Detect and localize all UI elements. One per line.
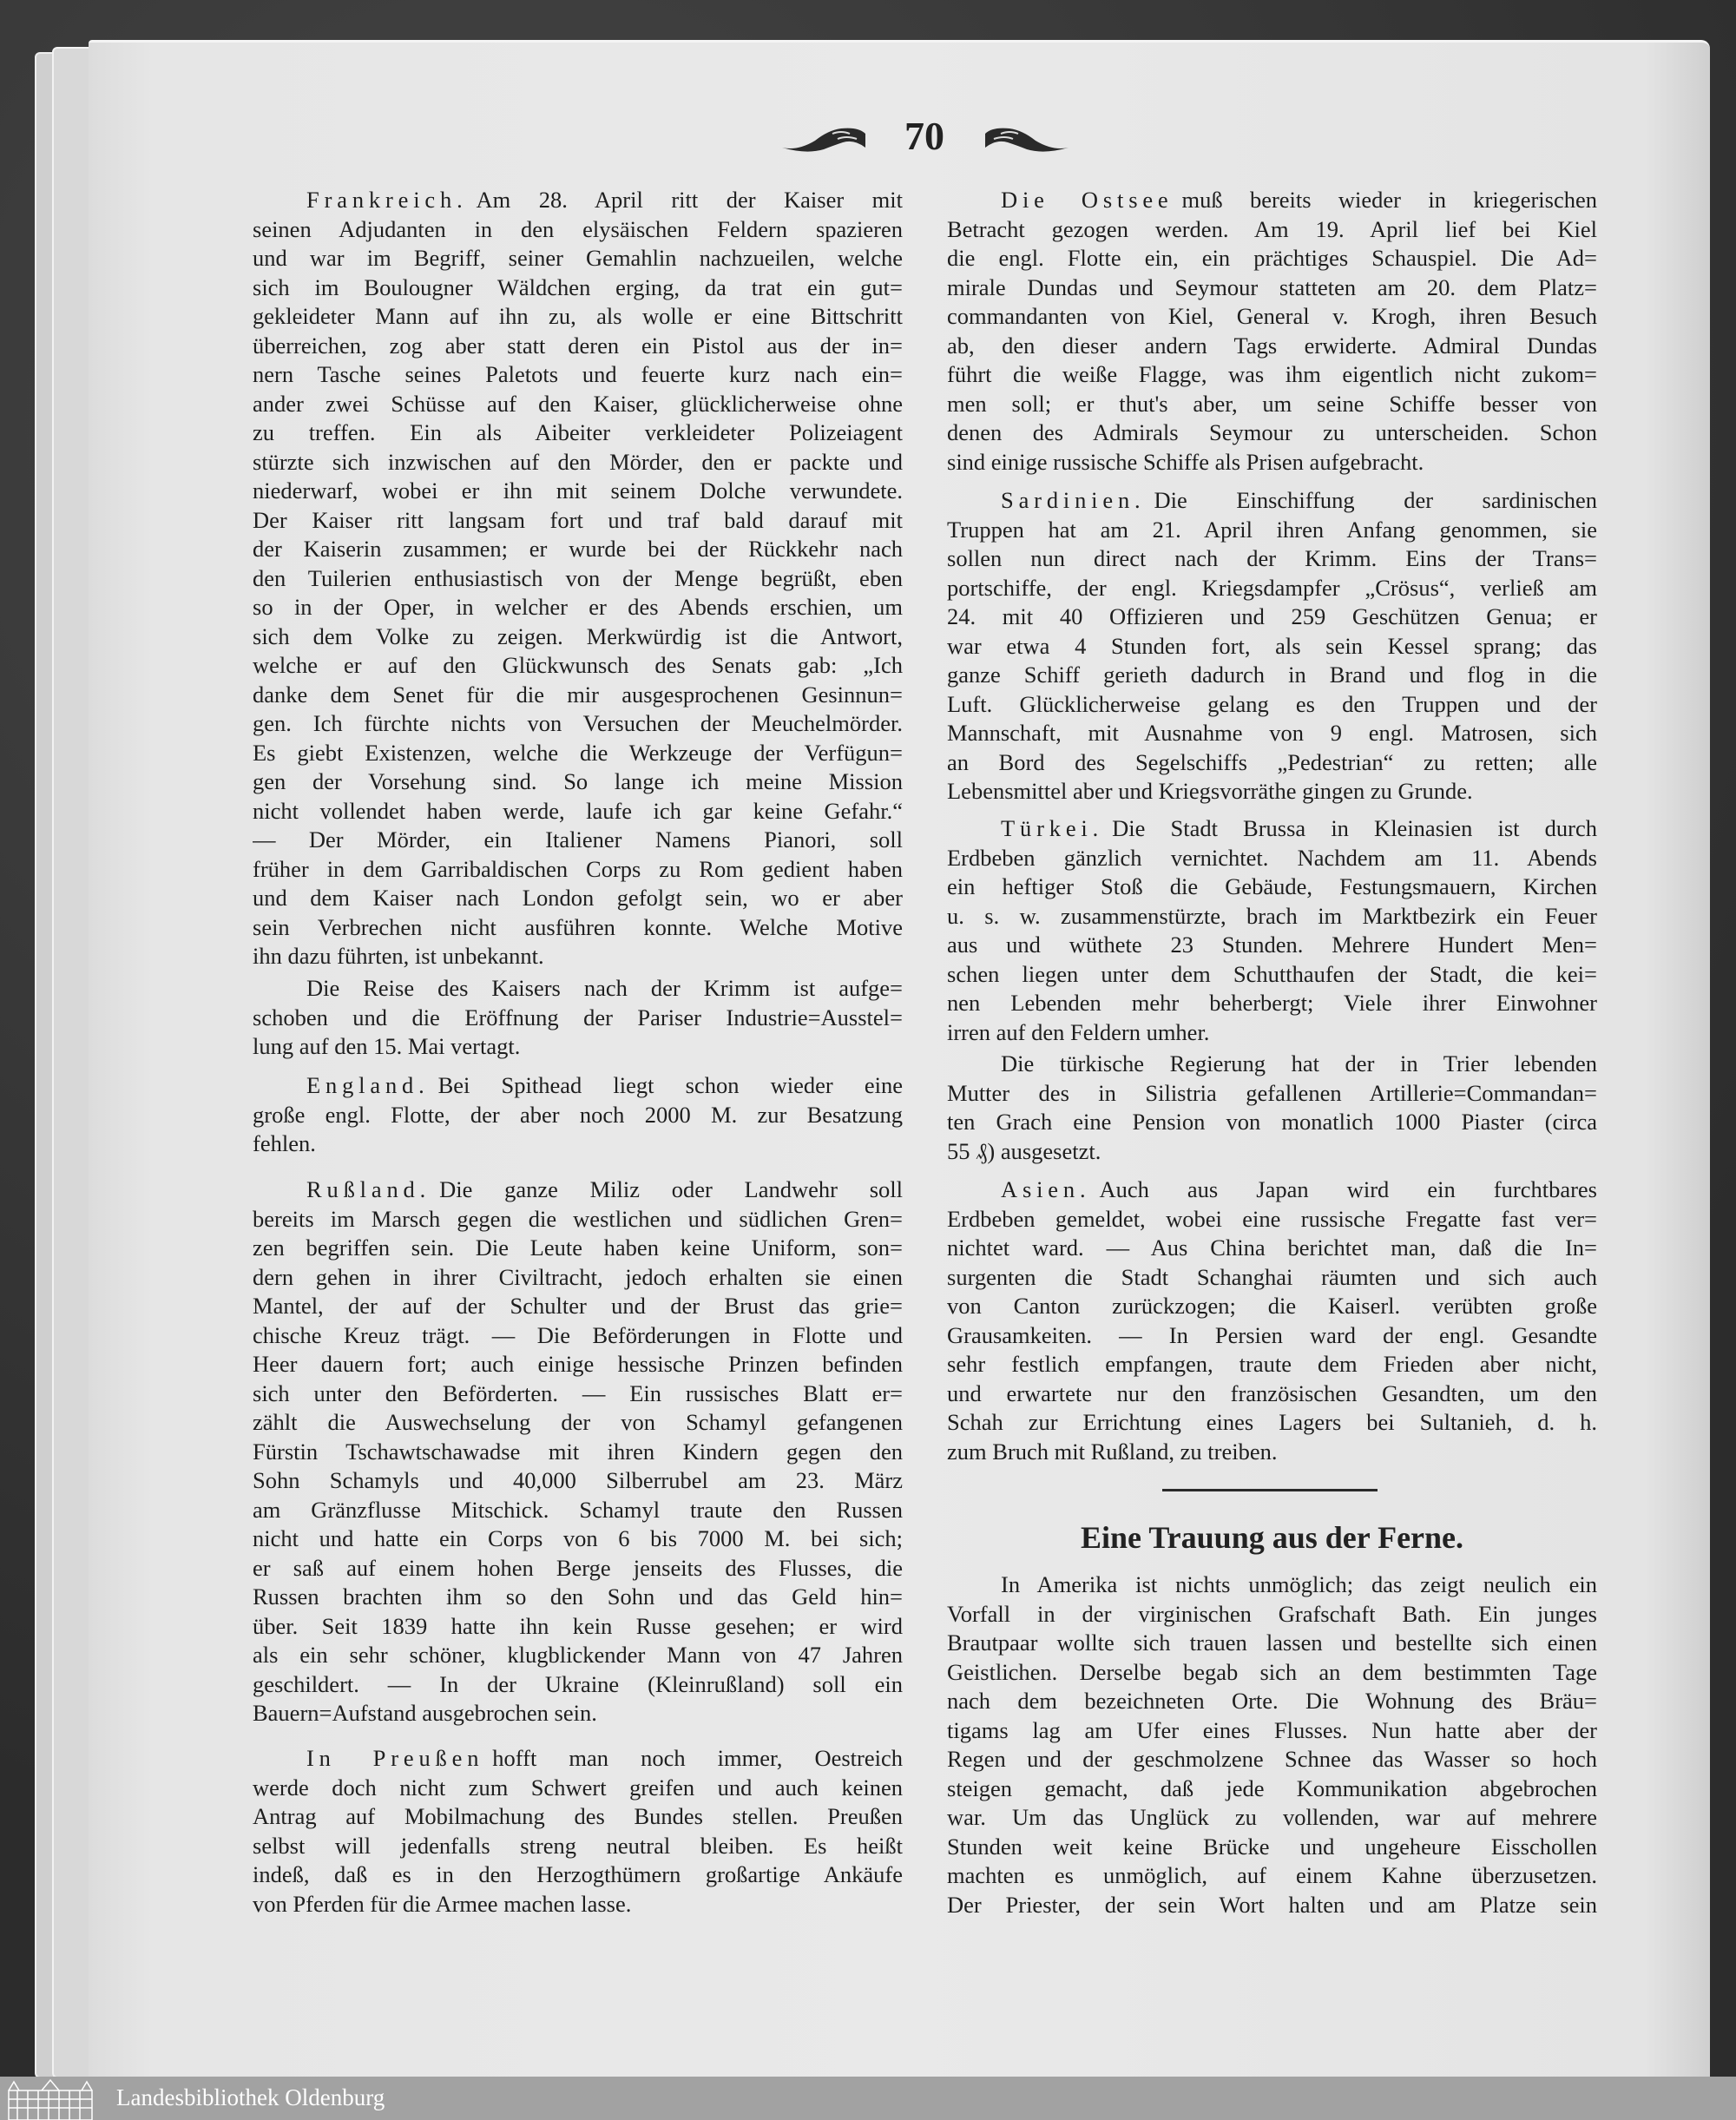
line-text: sind einige russische Schiffe als Prisen aufgebracht. xyxy=(947,448,1424,475)
text-line xyxy=(947,1108,1597,1137)
text-line xyxy=(253,1032,903,1062)
line-text: führt die weiße Flagge, was ihm eigentlich nicht zukom= xyxy=(947,361,1597,388)
line-text: selbst will jedenfalls streng neutral bleiben. Es heißt xyxy=(253,1832,903,1859)
text-line xyxy=(253,651,903,681)
text-line xyxy=(253,797,903,826)
line-text: Die ganze Miliz oder Landwehr soll xyxy=(439,1176,903,1203)
text-line xyxy=(947,1891,1597,1920)
line-text: ander zwei Schüsse auf den Kaiser, glücklicherweise ohne xyxy=(253,390,903,417)
text-line xyxy=(253,302,903,332)
line-text: Truppen hat am 21. April ihren Anfang genommen, sie xyxy=(947,516,1597,543)
line-text: nichtet ward. — Aus China berichtet man, daß die In= xyxy=(947,1234,1597,1261)
article-title: Eine Trauung aus der Ferne. xyxy=(1080,1520,1464,1555)
text-line xyxy=(253,739,903,768)
text-line xyxy=(253,1438,903,1467)
line-text: Betracht gezogen werden. Am 19. April lief bei Kiel xyxy=(947,215,1597,242)
text-line xyxy=(947,748,1597,778)
section-lead-word: Asien. xyxy=(1001,1176,1091,1203)
line-text: chische Kreuz trägt. — Die Beförderungen in Flotte und xyxy=(253,1321,903,1348)
line-text: sehr festlich empfangen, traute dem Frieden aber nicht, xyxy=(947,1351,1597,1378)
ornament-left-icon xyxy=(780,122,867,153)
text-line xyxy=(253,1205,903,1234)
text-line xyxy=(947,1321,1597,1351)
text-line xyxy=(947,332,1597,361)
text-line xyxy=(947,602,1597,632)
line-text: Die türkische Regierung hat der in Trier lebenden xyxy=(1001,1050,1597,1077)
text-line xyxy=(253,1496,903,1525)
text-line xyxy=(947,544,1597,574)
line-text: Heer dauern fort; auch einige hessische Prinzen befinden xyxy=(253,1351,903,1378)
line-text: Es giebt Existenzen, welche die Werkzeuge der Verfügun= xyxy=(253,739,903,766)
line-text: u. s. w. zusammenstürzte, brach im Marktbezirk ein Feuer xyxy=(947,902,1597,929)
section-lead-word: Rußland. xyxy=(306,1176,431,1203)
text-line xyxy=(253,535,903,564)
text-line xyxy=(253,1350,903,1379)
line-text: indeß, daß es in den Herzogthümern großartige Ankäufe xyxy=(253,1861,903,1888)
line-text: Erdbeben gänzlich vernichtet. Nachdem am 11. Abends xyxy=(947,844,1597,871)
text-line xyxy=(947,1861,1597,1891)
text-line xyxy=(253,855,903,885)
text-line xyxy=(947,1379,1597,1409)
line-text: mirale Dundas und Seymour statteten am 20. dem Platz= xyxy=(947,273,1597,300)
line-text: steigen gemacht, daß jede Kommunikation abgebrochen xyxy=(947,1774,1597,1801)
text-line xyxy=(253,1101,903,1130)
text-line xyxy=(253,418,903,448)
line-text: zen begriffen sein. Die Leute haben keine Uniform, son= xyxy=(253,1234,903,1261)
line-text: irren auf den Feldern umher. xyxy=(947,1018,1210,1045)
line-text: gen der Vorsehung sind. So lange ich meine Mission xyxy=(253,768,903,795)
text-line xyxy=(253,1612,903,1642)
text-line xyxy=(253,1641,903,1670)
text-line xyxy=(947,902,1597,932)
section-lead-word: Sardinien. xyxy=(1001,487,1146,514)
text-line xyxy=(253,826,903,855)
line-text: nach dem bezeichneten Orte. Die Wohnung des Bräu= xyxy=(947,1688,1597,1715)
paragraph xyxy=(253,1071,903,1159)
text-line xyxy=(253,709,903,739)
text-line xyxy=(947,989,1597,1018)
line-text: Regen und der geschmolzene Schnee das Wasser so hoch xyxy=(947,1746,1597,1773)
paragraph xyxy=(253,1744,903,1919)
line-text: Auch aus Japan wird ein furchtbares xyxy=(1099,1176,1597,1203)
line-text: überreichen, zog aber statt deren ein Pistol aus der in= xyxy=(253,332,903,359)
text-line xyxy=(947,1745,1597,1774)
line-text: men soll; er thut's aber, um seine Schiffe besser von xyxy=(947,390,1597,417)
text-line xyxy=(947,1438,1597,1467)
text-line xyxy=(253,767,903,797)
line-text: Fürstin Tschawtschawadse mit ihren Kindern gegen den xyxy=(253,1438,903,1465)
line-text: machten es unmöglich, auf einem Kahne überzusetzen. xyxy=(947,1862,1597,1889)
text-line xyxy=(253,1234,903,1263)
line-text: Sohn Schamyls und 40,000 Silberrubel am 23. März xyxy=(253,1467,903,1494)
line-text: so in der Oper, in welcher er des Abends erschien, um xyxy=(253,594,903,621)
library-name: Landesbibliothek Oldenburg xyxy=(116,2084,385,2110)
line-text: Mantel, der auf der Schulter und der Brust das grie= xyxy=(253,1293,903,1320)
text-line xyxy=(253,1321,903,1351)
line-text: gen. Ich fürchte nichts von Versuchen der Meuchelmörder. xyxy=(253,710,903,737)
paragraph xyxy=(947,1050,1597,1166)
text-line xyxy=(947,1716,1597,1746)
line-text: Russen brachten ihm so den Sohn und das Geld hin= xyxy=(253,1583,903,1610)
text-line xyxy=(947,448,1597,477)
line-text: 55 ₰) ausgesetzt. xyxy=(947,1137,1101,1164)
line-text: Schah zur Errichtung eines Lagers bei Sultanieh, d. h. xyxy=(947,1409,1597,1436)
ornament-right-icon xyxy=(983,122,1070,153)
text-line xyxy=(947,186,1597,215)
text-line xyxy=(947,1350,1597,1379)
line-text: Geistlichen. Derselbe begab sich an dem bestimmten Tage xyxy=(947,1658,1597,1685)
line-text: Vorfall in der virginischen Grafschaft Bath. Ein junges xyxy=(947,1600,1597,1627)
line-text: und erwartete nur den französischen Gesandten, um den xyxy=(947,1379,1597,1406)
text-line xyxy=(947,1658,1597,1688)
line-text: Erdbeben gemeldet, wobei eine russische Fregatte fast ver= xyxy=(947,1205,1597,1232)
text-line xyxy=(253,593,903,622)
line-text: Die Reise des Kaisers nach der Krimm ist aufge= xyxy=(306,975,903,1002)
text-line xyxy=(947,486,1597,516)
line-text: Am 28. April ritt der Kaiser mit xyxy=(476,187,903,214)
line-text: Der Kaiser ritt langsam fort und traf bald darauf mit xyxy=(253,506,903,533)
text-line xyxy=(253,681,903,710)
text-line xyxy=(947,1570,1597,1600)
line-text: schoben und die Eröffnung der Pariser Industrie=Ausstel= xyxy=(253,1004,903,1030)
text-line xyxy=(253,332,903,361)
line-text: geschildert. — In der Ukraine (Kleinrußland) soll ein xyxy=(253,1670,903,1697)
library-building-logo-icon xyxy=(7,2078,94,2120)
text-line xyxy=(253,1890,903,1919)
line-text: surgenten die Stadt Schanghai räumten und sich auch xyxy=(947,1263,1597,1290)
footer-bar xyxy=(0,2077,1736,2120)
line-text: und war im Begriff, seiner Gemahlin nachzueilen, welche xyxy=(253,245,903,272)
line-text: von Canton zurückzogen; die Kaiserl. verübten große xyxy=(947,1293,1597,1320)
text-line xyxy=(253,1175,903,1205)
line-text: ganze Schiff gerieth dadurch in Brand und flog in die xyxy=(947,662,1597,688)
paragraph xyxy=(947,186,1597,477)
text-line xyxy=(253,1292,903,1321)
line-text: ab, den dieser andern Tags erwiderte. Admiral Dundas xyxy=(947,332,1597,359)
text-line xyxy=(253,622,903,652)
text-line xyxy=(947,360,1597,390)
line-text: bereits im Marsch gegen die westlichen und südlichen Gren= xyxy=(253,1205,903,1232)
text-line xyxy=(947,418,1597,448)
text-line xyxy=(253,448,903,477)
text-line xyxy=(947,1263,1597,1293)
line-text: die engl. Flotte ein, ein prächtiges Schauspiel. Die Ad= xyxy=(947,245,1597,272)
line-text: sein Verbrechen nicht ausführen konnte. Welche Motive xyxy=(253,913,903,940)
text-line xyxy=(947,1774,1597,1804)
text-line xyxy=(253,913,903,943)
text-line xyxy=(947,1687,1597,1716)
line-text: In Amerika ist nichts unmöglich; das zeigt neulich ein xyxy=(1001,1571,1597,1598)
text-line xyxy=(947,244,1597,273)
line-text: früher in dem Garribaldischen Corps zu Rom gedient haben xyxy=(253,855,903,882)
line-text: Die Stadt Brussa in Kleinasien ist durch xyxy=(1112,815,1597,842)
line-text: Stunden weit keine Brücke und ungeheure Eisschollen xyxy=(947,1833,1597,1860)
text-line xyxy=(947,872,1597,902)
text-line xyxy=(253,1744,903,1774)
line-text: hofft man noch immer, Oestreich xyxy=(492,1745,903,1772)
text-line xyxy=(947,1234,1597,1263)
line-text: ihn dazu führten, ist unbekannt. xyxy=(253,943,544,970)
text-line xyxy=(947,777,1597,807)
paragraph xyxy=(253,974,903,1062)
text-line xyxy=(253,273,903,303)
line-text: als ein sehr schöner, klugblickender Mann von 47 Jahren xyxy=(253,1642,903,1669)
text-line xyxy=(253,390,903,419)
paragraph xyxy=(947,1175,1597,1466)
section-lead-word: Die Ostsee xyxy=(1001,187,1174,214)
line-text: an Bord des Segelschiffs „Pedestrian“ zu retten; alle xyxy=(947,748,1597,775)
text-line xyxy=(253,1263,903,1293)
text-line xyxy=(947,814,1597,844)
line-text: Die Einschiffung der sardinischen xyxy=(1154,487,1597,514)
text-line xyxy=(253,942,903,971)
text-line xyxy=(947,1833,1597,1862)
section-lead-word: England. xyxy=(306,1072,430,1099)
text-line xyxy=(253,244,903,273)
text-line xyxy=(947,1205,1597,1234)
text-line xyxy=(947,1050,1597,1079)
paragraph xyxy=(253,186,903,971)
line-text: Mannschaft, mit Ausnahme von 9 engl. Matrosen, sich xyxy=(947,720,1597,747)
line-text: Antrag auf Mobilmachung des Bundes stellen. Preußen xyxy=(253,1803,903,1830)
text-line xyxy=(253,477,903,506)
line-text: dern gehen in ihrer Civiltracht, jedoch erhalten sie einen xyxy=(253,1263,903,1290)
text-line xyxy=(253,360,903,390)
text-line xyxy=(253,1408,903,1438)
paragraph xyxy=(253,1175,903,1728)
line-text: aus und wüthete 23 Stunden. Mehrere Hundert Men= xyxy=(947,932,1597,958)
text-line xyxy=(253,186,903,215)
paragraph xyxy=(947,1570,1597,1919)
line-text: portschiffe, der engl. Kriegsdampfer „Crösus“, verließ am xyxy=(947,574,1597,601)
text-line xyxy=(947,574,1597,603)
text-line xyxy=(947,390,1597,419)
text-line xyxy=(947,844,1597,873)
text-line xyxy=(947,1018,1597,1048)
text-line xyxy=(253,1670,903,1700)
text-line xyxy=(253,1832,903,1861)
line-text: tigams lag am Ufer eines Flusses. Nun hatte aber der xyxy=(947,1716,1597,1743)
line-text: denen des Admirals Seymour zu unterscheiden. Schon xyxy=(947,419,1597,446)
text-line xyxy=(253,1004,903,1033)
line-text: Bauern=Aufstand ausgebrochen sein. xyxy=(253,1700,597,1727)
line-text: war. Um das Unglück zu vollenden, war auf mehrere xyxy=(947,1804,1597,1831)
line-text: nicht und hatte ein Corps von 6 bis 7000 M. bei sich; xyxy=(253,1525,903,1552)
text-line xyxy=(253,1802,903,1832)
text-line xyxy=(947,1292,1597,1321)
text-line xyxy=(253,1554,903,1583)
text-line xyxy=(253,1524,903,1554)
line-text: von Pferden für die Armee machen lasse. xyxy=(253,1890,632,1917)
text-line xyxy=(947,690,1597,720)
line-text: lung auf den 15. Mai vertagt. xyxy=(253,1033,521,1060)
line-text: zum Bruch mit Rußland, zu treiben. xyxy=(947,1438,1278,1465)
line-text: den Tuilerien enthusiastisch von der Menge begrüßt, eben xyxy=(253,564,903,591)
text-line xyxy=(947,215,1597,245)
line-text: — Der Mörder, ein Italiener Namens Pianori, soll xyxy=(253,826,903,853)
line-text: stürzte sich inzwischen auf den Mörder, den er packte und xyxy=(253,448,903,475)
line-text: am Gränzflusse Mitschick. Schamyl traute den Russen xyxy=(253,1496,903,1523)
section-divider xyxy=(1162,1489,1378,1491)
line-text: sollen nun direct nach der Krimm. Eins der Trans= xyxy=(947,545,1597,572)
line-text: Lebensmittel aber und Kriegsvorräthe gingen zu Grunde. xyxy=(947,778,1473,805)
text-line xyxy=(947,1803,1597,1833)
line-text: muß bereits wieder in kriegerischen xyxy=(1181,187,1597,214)
line-text: und dem Kaiser nach London gefolgt sein, wo er aber xyxy=(253,885,903,912)
line-text: zu treffen. Ein als Aibeiter verkleideter Polizeiagent xyxy=(253,419,903,446)
text-line xyxy=(947,1079,1597,1109)
text-line xyxy=(253,1129,903,1159)
line-text: war etwa 4 Stunden fort, als sein Kessel sprang; das xyxy=(947,632,1597,659)
line-text: nen Lebenden mehr beherbergt; Viele ihrer Einwohner xyxy=(947,990,1597,1017)
line-text: werde doch nicht zum Schwert greifen und auch keinen xyxy=(253,1774,903,1801)
text-line xyxy=(253,1774,903,1803)
line-text: nern Tasche seines Paletots und feuerte kurz nach ein= xyxy=(253,361,903,388)
text-line xyxy=(253,974,903,1004)
paragraph xyxy=(947,486,1597,807)
line-text: commandanten von Kiel, General v. Krogh, ihren Besuch xyxy=(947,303,1597,330)
text-line xyxy=(947,719,1597,748)
text-line xyxy=(253,215,903,245)
text-line xyxy=(947,661,1597,690)
section-lead-word: Türkei. xyxy=(1001,815,1104,842)
line-text: Bei Spithead liegt schon wieder eine xyxy=(437,1072,903,1099)
line-text: niederwarf, wobei er ihn mit seinem Dolche verwundete. xyxy=(253,477,903,504)
text-line xyxy=(253,506,903,536)
line-text: Der Priester, der sein Wort halten und am Platze sein xyxy=(947,1891,1597,1918)
text-line xyxy=(253,564,903,594)
line-text: schen liegen unter dem Schutthaufen der Stadt, die kei= xyxy=(947,960,1597,987)
text-line xyxy=(253,1699,903,1728)
paragraph xyxy=(947,814,1597,1047)
text-line xyxy=(253,1466,903,1496)
text-line xyxy=(253,1860,903,1890)
text-line xyxy=(253,1071,903,1101)
line-text: sich dem Volke zu zeigen. Merkwürdig ist die Antwort, xyxy=(253,622,903,649)
page-number: 70 xyxy=(904,114,944,158)
text-line xyxy=(253,884,903,913)
text-line xyxy=(253,1583,903,1612)
line-text: ten Grach eine Pension von monatlich 1000 Piaster (circa xyxy=(947,1109,1597,1136)
line-text: 24. mit 40 Offizieren und 259 Geschützen Genua; er xyxy=(947,603,1597,630)
line-text: Grausamkeiten. — In Persien ward der engl. Gesandte xyxy=(947,1321,1597,1348)
text-line xyxy=(947,960,1597,990)
text-line xyxy=(947,632,1597,662)
line-text: danke dem Senet für die mir ausgesprochenen Gesinnun= xyxy=(253,681,903,708)
text-line xyxy=(947,931,1597,960)
line-text: sich im Boulougner Wäldchen erging, da trat ein gut= xyxy=(253,273,903,300)
text-line xyxy=(947,1408,1597,1438)
line-text: welche er auf den Glückwunsch des Senats gab: „Ich xyxy=(253,652,903,679)
text-line xyxy=(947,273,1597,303)
line-text: ein heftiger Stoß die Gebäude, Festungsmauern, Kirchen xyxy=(947,873,1597,900)
line-text: sich unter den Beförderten. — Ein russisches Blatt er= xyxy=(253,1379,903,1406)
text-line xyxy=(947,1175,1597,1205)
text-line xyxy=(947,1600,1597,1630)
line-text: fehlen. xyxy=(253,1130,316,1157)
line-text: seinen Adjudanten in den elysäischen Feldern spazieren xyxy=(253,215,903,242)
text-line xyxy=(947,302,1597,332)
section-lead-word: In Preußen xyxy=(306,1745,484,1772)
line-text: der Kaiserin zusammen; er wurde bei der Rückkehr nach xyxy=(253,536,903,563)
section-lead-word: Frankreich. xyxy=(306,187,468,214)
line-text: Luft. Glücklicherweise gelang es den Truppen und der xyxy=(947,690,1597,717)
line-text: gekleideter Mann auf ihn zu, als wolle er eine Bittschritt xyxy=(253,303,903,330)
text-line xyxy=(253,1379,903,1409)
line-text: zählt die Auswechselung der von Schamyl gefangenen xyxy=(253,1409,903,1436)
line-text: große engl. Flotte, der aber noch 2000 M. zur Besatzung xyxy=(253,1101,903,1128)
line-text: nicht vollendet haben werde, laufe ich gar keine Gefahr.“ xyxy=(253,797,903,824)
line-text: Brautpaar wollte sich trauen lassen und bestellte sich einen xyxy=(947,1630,1597,1656)
line-text: über. Seit 1839 hatte ihn kein Russe gesehen; er wird xyxy=(253,1612,903,1639)
line-text: Mutter des in Silistria gefallenen Artillerie=Commandan= xyxy=(947,1079,1597,1106)
text-line xyxy=(947,516,1597,545)
line-text: er saß auf einem hohen Berge jenseits des Flusses, die xyxy=(253,1554,903,1581)
text-line xyxy=(947,1629,1597,1658)
text-line xyxy=(947,1137,1597,1167)
